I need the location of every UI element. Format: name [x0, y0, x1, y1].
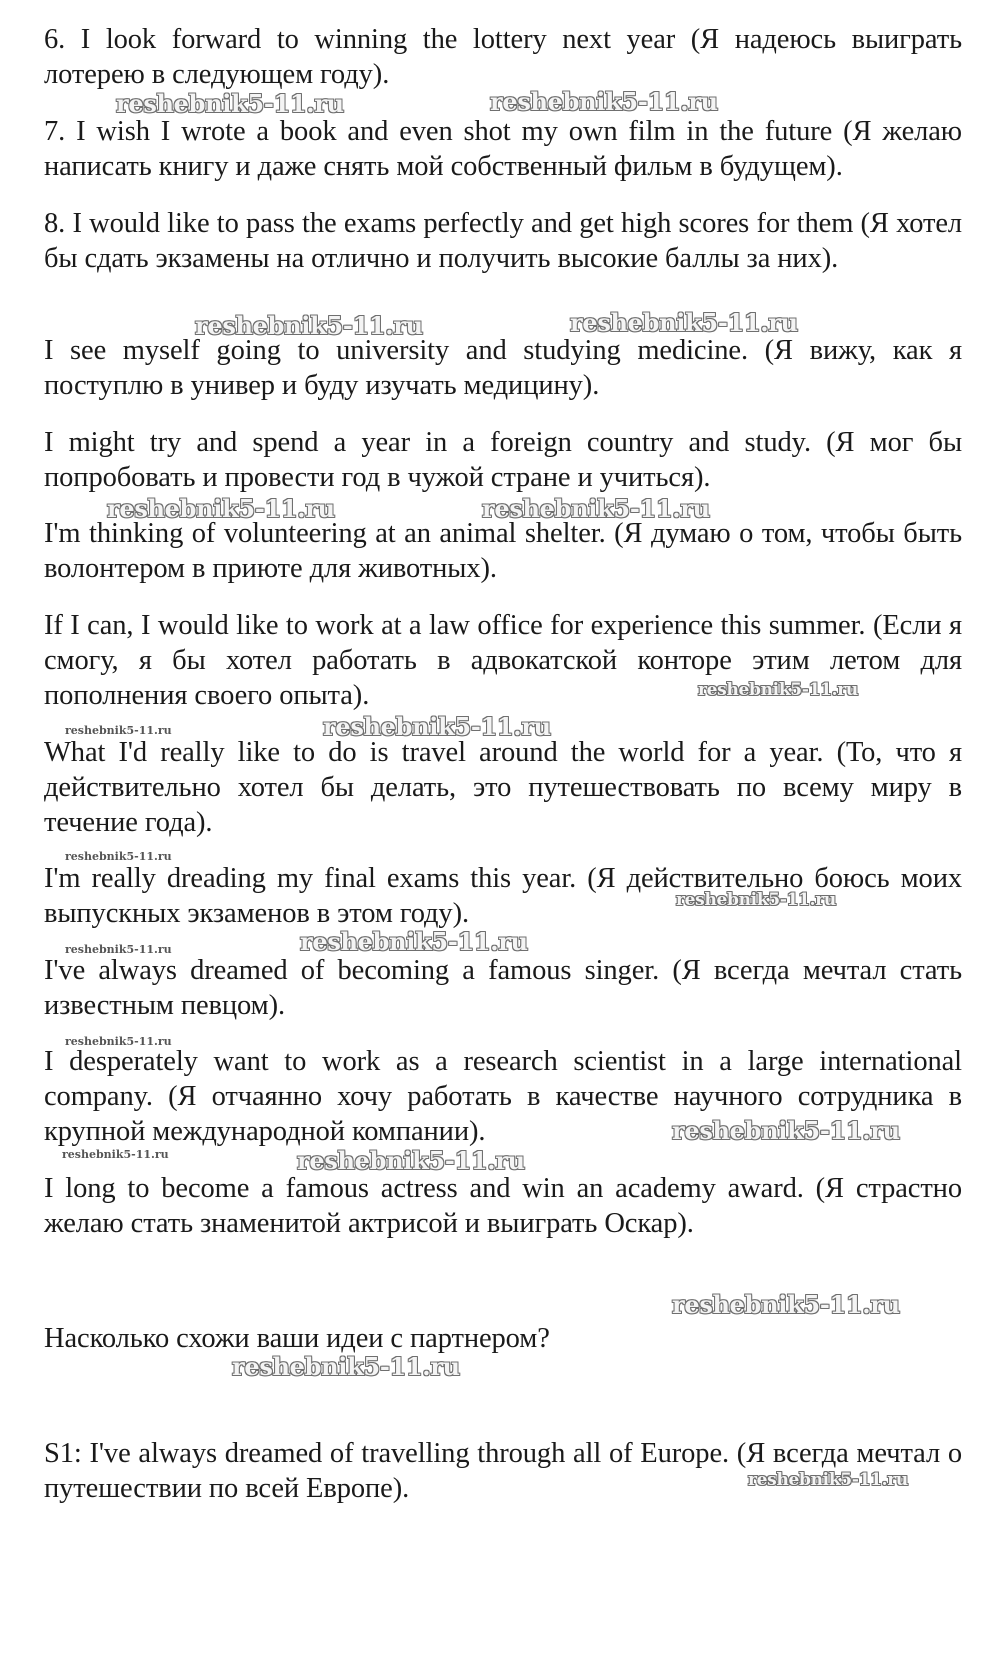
paragraph-foreign-country: I might try and spend a year in a foreign country and study. (Я мог бы попробовать и провести год в чужой стране и учиться). [44, 427, 962, 493]
watermark: reshebnik5-11.ru [297, 1146, 525, 1175]
paragraph-law-office: If I can, I would like to work at a law office for experience this summer. (Если я смогу, я бы хотел работать в адвокатской конторе этим летом для пополнения своего опыта). [44, 610, 962, 711]
watermark: reshebnik5-11.ru [490, 87, 718, 116]
watermark: reshebnik5-11.ru [107, 494, 335, 523]
paragraph-8: 8. I would like to pass the exams perfectly and get high scores for them (Я хотел бы сдать экзамены на отлично и получить высокие баллы за них). [44, 208, 962, 274]
watermark: reshebnik5-11.ru [65, 724, 172, 737]
watermark: reshebnik5-11.ru [698, 680, 858, 700]
paragraph-final-exams: I'm really dreading my final exams this year. (Я действительно боюсь моих выпускных экзаменов в этом году). [44, 863, 962, 929]
paragraph-famous-actress: I long to become a famous actress and win an academy award. (Я страстно желаю стать знаменитой актрисой и выиграть Оскар). [44, 1173, 962, 1239]
watermark: reshebnik5-11.ru [748, 1470, 908, 1490]
paragraph-university: I see myself going to university and studying medicine. (Я вижу, как я поступлю в универ и буду изучать медицину). [44, 335, 962, 401]
watermark: reshebnik5-11.ru [232, 1352, 460, 1381]
watermark: reshebnik5-11.ru [482, 494, 710, 523]
watermark: reshebnik5-11.ru [65, 1035, 172, 1048]
watermark: reshebnik5-11.ru [65, 943, 172, 956]
paragraph-research-scientist: I desperately want to work as a research scientist in a large international company. (Я отчаянно хочу работать в качестве научного сотрудника в крупной международной компании). [44, 1046, 962, 1147]
watermark: reshebnik5-11.ru [323, 712, 551, 741]
paragraph-6: 6. I look forward to winning the lottery next year (Я надеюсь выиграть лотерею в следующем году). [44, 24, 962, 90]
paragraph-s1-europe: S1: I've always dreamed of travelling through all of Europe. (Я всегда мечтал о путешествии по всей Европе). [44, 1438, 962, 1504]
question-heading: Насколько схожи ваши идеи с партнером? [44, 1323, 550, 1354]
watermark: reshebnik5-11.ru [570, 308, 798, 337]
watermark: reshebnik5-11.ru [65, 850, 172, 863]
watermark: reshebnik5-11.ru [300, 927, 528, 956]
watermark: reshebnik5-11.ru [116, 89, 344, 118]
watermark: reshebnik5-11.ru [676, 890, 836, 910]
paragraph-famous-singer: I've always dreamed of becoming a famous singer. (Я всегда мечтал стать известным певцом). [44, 955, 962, 1021]
paragraph-travel-world: What I'd really like to do is travel around the world for a year. (То, что я действительно хотел бы делать, это путешествовать по всему миру в течение года). [44, 737, 962, 838]
paragraph-7: 7. I wish I wrote a book and even shot my own film in the future (Я желаю написать книгу и даже снять мой собственный фильм в будущем). [44, 116, 962, 182]
watermark: reshebnik5-11.ru [672, 1116, 900, 1145]
watermark: reshebnik5-11.ru [672, 1290, 900, 1319]
paragraph-volunteering: I'm thinking of volunteering at an animal shelter. (Я думаю о том, чтобы быть волонтером в приюте для животных). [44, 518, 962, 584]
watermark: reshebnik5-11.ru [195, 311, 423, 340]
watermark: reshebnik5-11.ru [62, 1148, 169, 1161]
